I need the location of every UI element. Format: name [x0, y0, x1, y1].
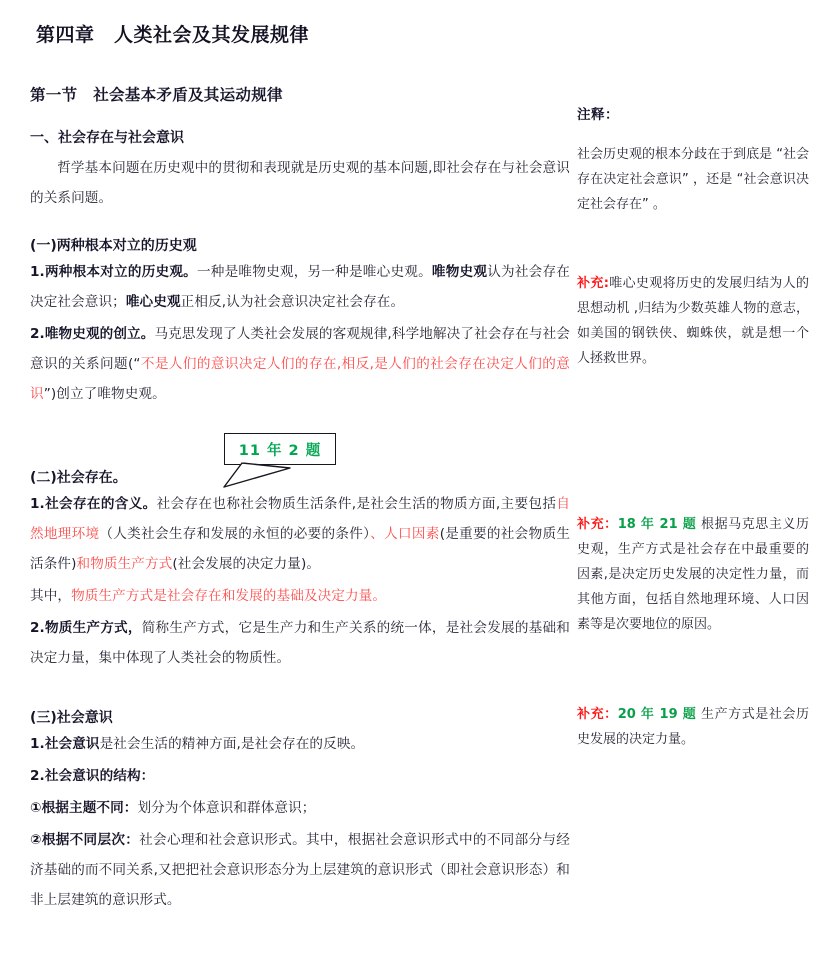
supplement-1-paragraph — [577, 271, 809, 371]
paragraph-meaning-text-4: (社会发展的决定力量)。 — [172, 556, 321, 572]
paragraph-material-production-mode — [30, 613, 570, 673]
paragraph-meaning-conclusion-lead: 其中， — [30, 588, 72, 604]
supplement-3-label: 补充： — [577, 707, 618, 722]
term-material-production-mode: 和物质生产方式 — [76, 556, 173, 572]
exam-callout-label: 11 年 2 题 — [238, 442, 322, 459]
supplement-block-1 — [577, 271, 809, 371]
structure-item-2-lead: ②根据不同层次： — [30, 832, 140, 848]
paragraph-production-mode-lead: 2.物质生产方式， — [30, 620, 142, 636]
quote-marx-highlight: 不是人们的意识决定人们的存在,相反,是人们的社会存在决定人们的意识 — [30, 356, 570, 402]
paragraph-founding-text-1: 马克思发现了人类社会发展的客观规律,科学地解决了社会存在与社会意识的关系问题(“ — [30, 326, 571, 372]
paragraph-founding-materialist-view — [30, 319, 570, 409]
note-1-text: 社会历史观的根本分歧在于到底是 “社会存在决定社会意识” ，还是 “社会意识决定社会存在” 。 — [577, 147, 809, 212]
supplement-2-text: 根据马克思主义历史观，生产方式是社会存在中最重要的因素,是决定历史发展的决定性力量，而其他方面，包括自然地理环境、人口因素等是次要地位的原因。 — [577, 517, 809, 632]
paragraph-intro: 哲学基本问题在历史观中的贯彻和表现就是历史观的基本问题,即社会存在与社会意识的关系问题。 — [30, 160, 570, 206]
supplement-3-paragraph — [577, 702, 809, 752]
paragraph-two-views — [30, 257, 570, 317]
paragraph-meaning-text-1: 社会存在也称社会物质生活条件,是社会生活的物质方面,主要包括 — [156, 496, 557, 512]
section-title: 第一节 社会基本矛盾及其运动规律 — [30, 86, 283, 104]
heading-social-consciousness: (三)社会意识 — [30, 710, 113, 726]
heading-social-existence-consciousness: 一、社会存在与社会意识 — [30, 130, 184, 146]
paragraph-two-views-text-1: 一种是唯物史观，另一种是唯心史观。 — [196, 264, 432, 280]
structure-item-1-lead: ①根据主题不同： — [30, 800, 138, 816]
supplement-1-text: 唯心史观将历史的发展归结为人的思想动机 ,归结为少数英雄人物的意志，如美国的钢铁侠、蜘蛛侠，就是想一个人拯救世界。 — [577, 276, 809, 366]
term-materialist-view: 唯物史观 — [431, 264, 488, 280]
paragraph-structure-item-1 — [30, 793, 570, 823]
paragraph-meaning-text-2: （人类社会生存和发展的永恒的必要的条件） — [99, 526, 371, 542]
supplement-3-text: 生产方式是社会历史发展的决定力量。 — [577, 707, 809, 747]
paragraph-meaning-social-existence — [30, 489, 570, 579]
supplement-1-separator: : — [603, 276, 609, 291]
supplement-block-2 — [577, 512, 809, 637]
highlight-production-mode-decisive: 物质生产方式是社会存在和发展的基础及决定力量。 — [71, 588, 387, 604]
paragraph-consciousness-structure-heading — [30, 761, 570, 791]
structure-item-1-text: 划分为个体意识和群体意识； — [137, 800, 316, 816]
paragraph-founding-text-2: ”)创立了唯物史观。 — [43, 386, 166, 402]
term-natural-geographic-environment: 自然地理环境 — [30, 496, 571, 542]
supplement-3-exam-tag: 20 年 19 题 — [617, 707, 697, 722]
supplement-2-exam-tag: 18 年 21 题 — [617, 517, 697, 532]
paragraph-two-views-text-2: 认为社会存在决定社会意识； — [30, 264, 570, 310]
paragraph-production-mode-text: 简称生产方式，它是生产力和生产关系的统一体，是社会发展的基础和决定力量，集中体现了人类社会的物质性。 — [30, 620, 570, 666]
exam-callout[interactable] — [224, 433, 354, 489]
paragraph-two-views-text-3: 正相反,认为社会意识决定社会存在。 — [180, 294, 405, 310]
chapter-title: 第四章 人类社会及其发展规律 — [36, 24, 310, 46]
paragraph-consciousness-text: 是社会生活的精神方面,是社会存在的反映。 — [99, 736, 365, 752]
callout-tail-icon — [212, 461, 292, 489]
notes-heading-block — [577, 103, 809, 123]
supplement-2-label: 补充： — [577, 517, 618, 532]
note-block-1 — [577, 142, 809, 217]
paragraph-founding-lead: 2.唯物史观的创立。 — [30, 326, 155, 342]
paragraph-meaning-conclusion — [30, 581, 570, 611]
term-population-factor: 、人口因素 — [370, 526, 440, 542]
paragraph-meaning-lead: 1.社会存在的含义。 — [30, 496, 157, 512]
paragraph-two-views-lead: 1.两种根本对立的历史观。 — [30, 264, 197, 280]
supplement-1-label: 补充 — [577, 276, 604, 291]
paragraph-meaning-text-3: (是重要的社会物质生活条件) — [30, 526, 571, 572]
paragraph-social-consciousness-definition — [30, 729, 570, 759]
term-idealist-view: 唯心史观 — [125, 294, 181, 310]
heading-social-existence: (二)社会存在。 — [30, 470, 127, 486]
supplement-block-3 — [577, 702, 809, 752]
consciousness-structure-label: 2.社会意识的结构： — [30, 768, 155, 784]
structure-item-2-text: 社会心理和社会意识形式。其中，根据社会意识形式中的不同部分与经济基础的而不同关系,又把把社会意识形态分为上层建筑的意识形式（即社会意识形态）和非上层建筑的意识形式。 — [30, 832, 570, 908]
notes-heading: 注释： — [577, 107, 619, 123]
heading-two-opposing-views: (一)两种根本对立的历史观 — [30, 238, 197, 254]
exam-callout-box[interactable] — [224, 433, 336, 465]
supplement-2-paragraph — [577, 512, 809, 637]
paragraph-consciousness-lead: 1.社会意识 — [30, 736, 100, 752]
paragraph-structure-item-2 — [30, 825, 570, 915]
